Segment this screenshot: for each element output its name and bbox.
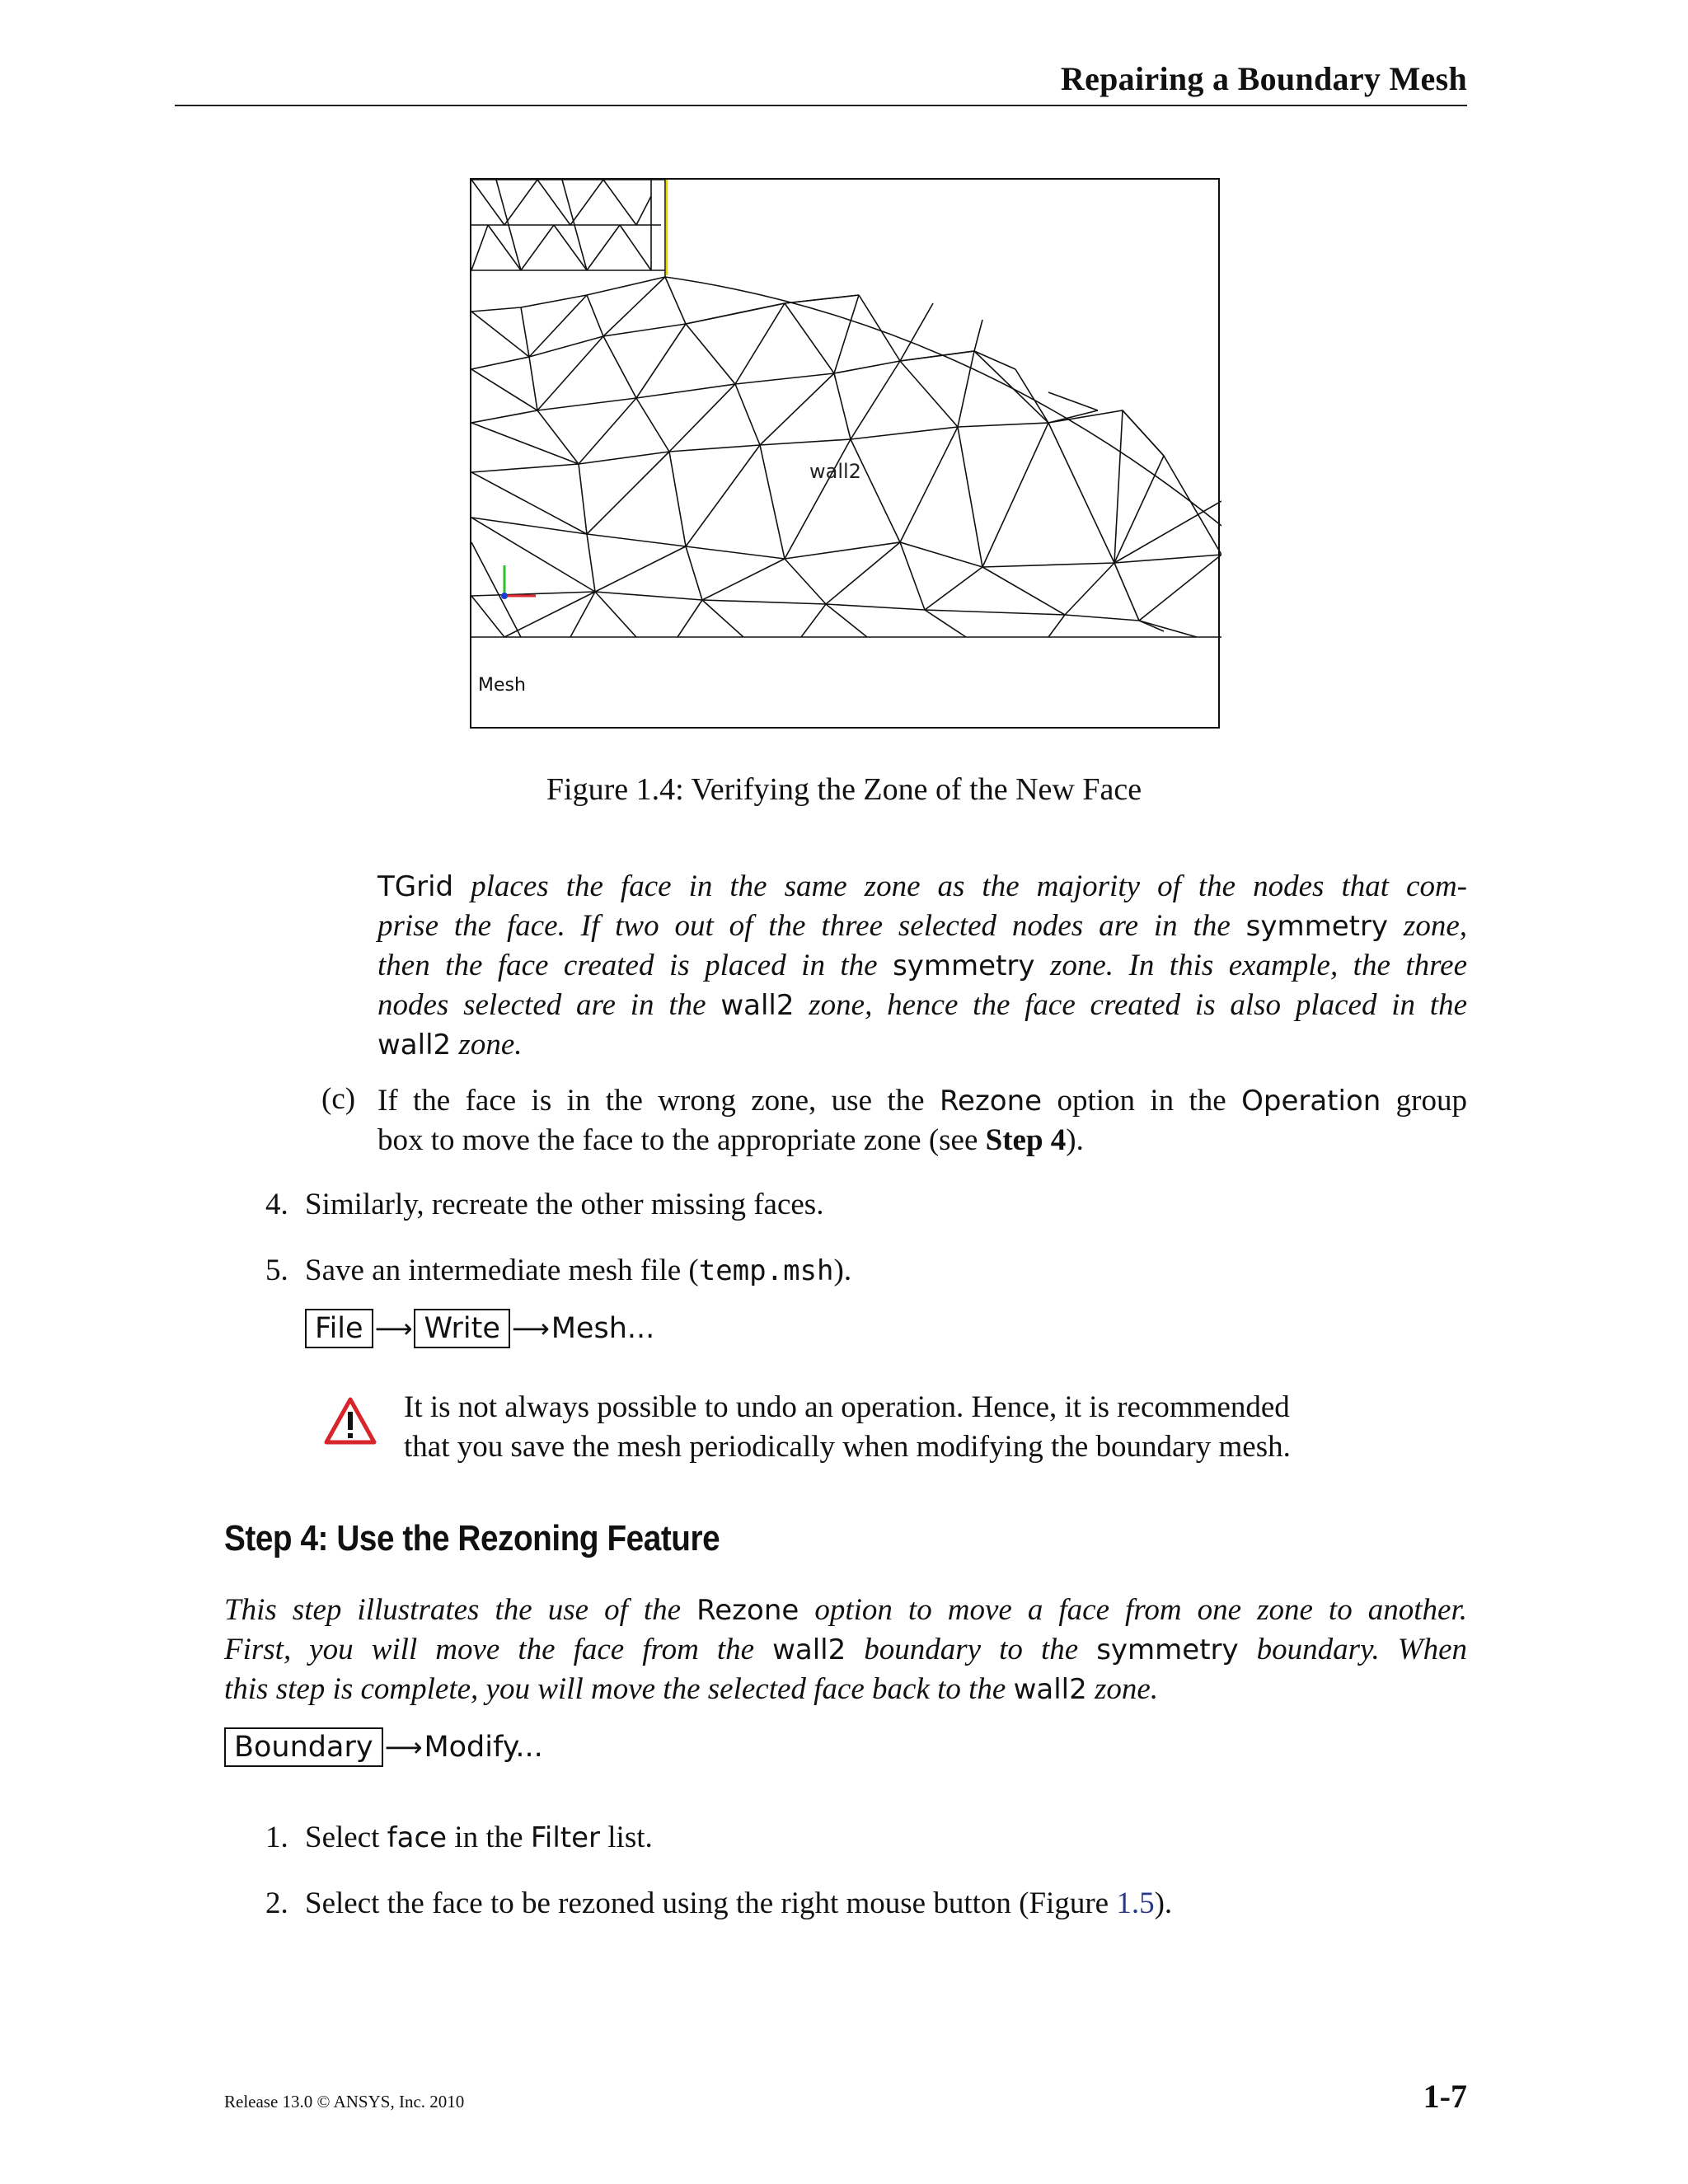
arrow-icon: ⟶ bbox=[511, 1313, 550, 1344]
list-marker-4: 4. bbox=[265, 1188, 288, 1221]
arrow-icon: ⟶ bbox=[384, 1732, 423, 1763]
list-item-2: Select the face to be rezoned using the right mouse button (Figure 1.5). bbox=[305, 1886, 1173, 1920]
list-marker-c: (c) bbox=[321, 1082, 356, 1116]
tgrid-note: TGrid places the face in the same zone as the majority of the nodes that com- prise the face. If two out of the three selected nodes are in the symmetry zone, then the face created is placed in the symmetry zone. In this example, the three nodes selected are in the wall2 zone, hence the face created is also placed in the wall2 zone. bbox=[377, 869, 1468, 1062]
axis-z bbox=[501, 593, 508, 599]
figure-link[interactable]: 1.5 bbox=[1116, 1886, 1155, 1920]
list-item-1: Select face in the Filter list. bbox=[305, 1821, 653, 1854]
warning-text: It is not always possible to undo an operation. Hence, it is recommended that you save the mesh periodically when modifying the boundary mesh. bbox=[404, 1390, 1291, 1464]
header-rule bbox=[175, 105, 1467, 106]
warning-icon bbox=[324, 1397, 377, 1448]
mesh-graphics bbox=[471, 180, 1221, 730]
mesh-figure bbox=[470, 178, 1220, 729]
mesh-panel-label: Mesh bbox=[478, 675, 526, 696]
menu-mesh-item[interactable]: Mesh... bbox=[551, 1312, 655, 1345]
menu-path-boundary bbox=[224, 1727, 543, 1767]
list-marker-5: 5. bbox=[265, 1254, 288, 1287]
step-intro: This step illustrates the use of the Rezone option to move a face from one zone to another. First, you will move the face from the wall2 boundary to the symmetry boundary. When this step is complete, you will move the selected face back to the wall2 zone. bbox=[224, 1593, 1468, 1706]
running-head-title: Repairing a Boundary Mesh bbox=[1060, 60, 1467, 97]
list-marker-2: 2. bbox=[265, 1886, 288, 1920]
zone-label-wall2: wall2 bbox=[809, 460, 861, 483]
figure-caption: Figure 1.4: Verifying the Zone of the New Face bbox=[546, 772, 1142, 807]
menu-modify-item[interactable]: Modify... bbox=[424, 1731, 543, 1764]
menu-boundary-box[interactable]: Boundary bbox=[224, 1727, 383, 1767]
list-marker-1: 1. bbox=[265, 1821, 288, 1854]
step-reference: Step 4 bbox=[985, 1123, 1067, 1157]
section-heading: Step 4: Use the Rezoning Feature bbox=[224, 1518, 720, 1558]
list-item-c: If the face is in the wrong zone, use the Rezone option in the Operation group box to move the face to the appropriate zone (see Step 4). bbox=[377, 1084, 1467, 1157]
mesh-edges bbox=[471, 180, 1221, 637]
file-name-code: temp.msh bbox=[698, 1254, 834, 1287]
page-number: 1-7 bbox=[1423, 2078, 1467, 2115]
menu-file-box[interactable]: File bbox=[305, 1309, 373, 1348]
arrow-icon: ⟶ bbox=[374, 1313, 413, 1344]
list-item-4: Similarly, recreate the other missing faces. bbox=[305, 1188, 824, 1221]
footer-release: Release 13.0 © ANSYS, Inc. 2010 bbox=[224, 2092, 465, 2111]
menu-write-box[interactable]: Write bbox=[414, 1309, 509, 1348]
list-item-5: Save an intermediate mesh file (temp.msh). bbox=[305, 1254, 852, 1287]
menu-path-file-write bbox=[305, 1309, 654, 1348]
